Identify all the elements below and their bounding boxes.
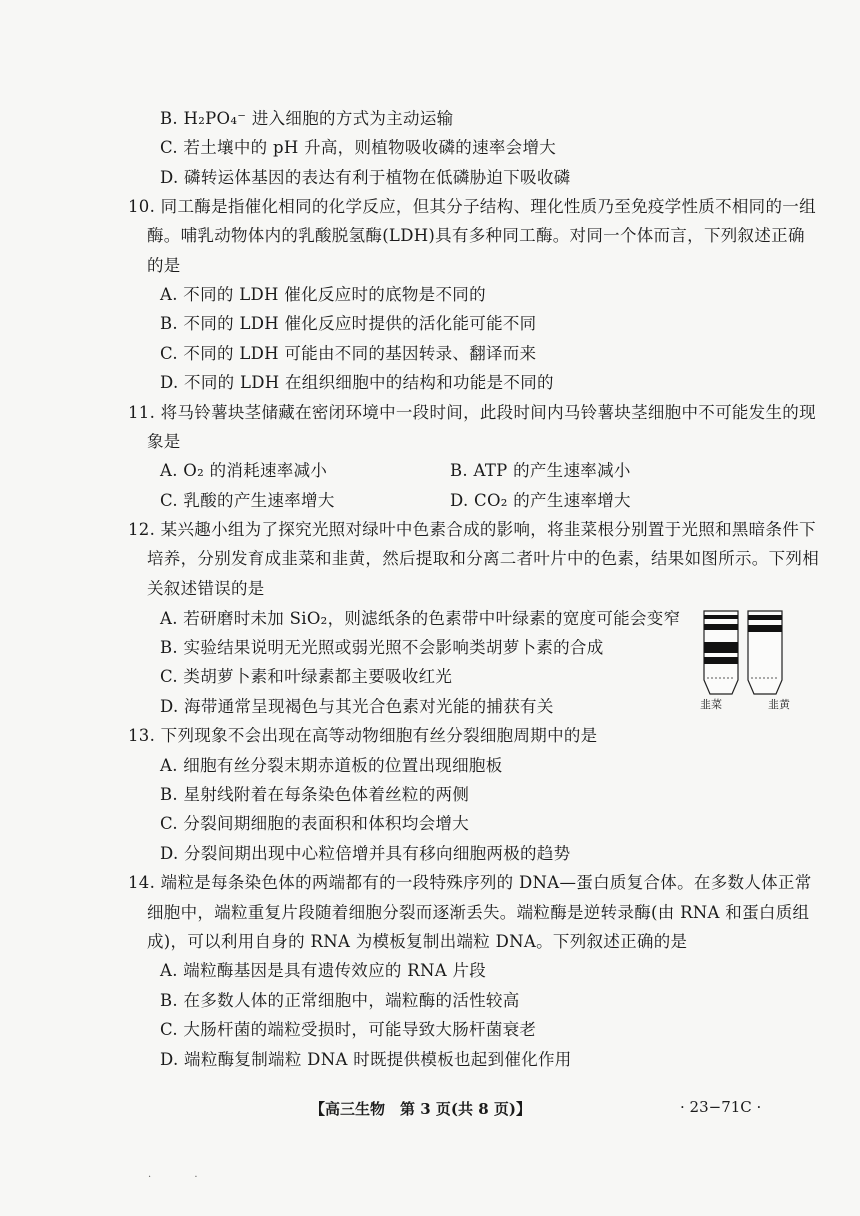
q9-option-d: D. 磷转运体基因的表达有利于植物在低磷胁迫下吸收磷 (160, 168, 571, 187)
q11-stem-line-2: 象是 (147, 432, 181, 451)
q14-stem-line-3: 成)，可以利用自身的 RNA 为模板复制出端粒 DNA。下列叙述正确的是 (147, 932, 688, 951)
q13-option-b: B. 星射线附着在每条染色体着丝粒的两侧 (160, 785, 470, 804)
band-carotene (748, 615, 782, 620)
scan-specks: · · (148, 1172, 218, 1183)
band-carotene (704, 615, 738, 619)
q14-option-b: B. 在多数人体的正常细胞中，端粒酶的活性较高 (160, 991, 520, 1010)
page-footer-title: 【高三生物 第 3 页(共 8 页)】 (310, 1100, 531, 1118)
band-xanthophyll (704, 624, 738, 630)
q14-option-c: C. 大肠杆菌的端粒受损时，可能导致大肠杆菌衰老 (160, 1020, 537, 1039)
q11-stem-line-1: 11. 将马铃薯块茎储藏在密闭环境中一段时间，此段时间内马铃薯块茎细胞中不可能发生的现 (128, 403, 816, 422)
q13-option-c: C. 分裂间期细胞的表面积和体积均会增大 (160, 814, 470, 833)
q12-option-c: C. 类胡萝卜素和叶绿素都主要吸收红光 (160, 667, 453, 686)
q14-stem-line-2: 细胞中，端粒重复片段随着细胞分裂而逐渐丢失。端粒酶是逆转录酶(由 RNA 和蛋白质组 (147, 903, 810, 922)
strip-jiuhuang (748, 611, 782, 694)
q10-option-a: A. 不同的 LDH 催化反应时的底物是不同的 (160, 285, 486, 304)
q13-option-d: D. 分裂间期出现中心粒倍增并具有移向细胞两极的趋势 (160, 844, 571, 863)
q14-option-d: D. 端粒酶复制端粒 DNA 时既提供模板也起到催化作用 (160, 1050, 572, 1069)
q10-option-d: D. 不同的 LDH 在组织细胞中的结构和功能是不同的 (160, 373, 554, 392)
q9-option-b: B. H₂PO₄⁻ 进入细胞的方式为主动运输 (160, 109, 454, 128)
q12-stem-line-3: 关叙述错误的是 (147, 579, 265, 598)
band-chlorophyll-a (704, 642, 738, 653)
q11-option-d: D. CO₂ 的产生速率增大 (450, 491, 631, 510)
q13-stem-line-1: 13. 下列现象不会出现在高等动物细胞有丝分裂细胞周期中的是 (128, 726, 598, 745)
q10-stem-line-1: 10. 同工酶是指催化相同的化学反应，但其分子结构、理化性质乃至免疫学性质不相同的一组 (128, 197, 816, 216)
paper-strips-diagram (700, 608, 790, 708)
chromatography-figure (700, 608, 790, 728)
band-chlorophyll-b (704, 657, 738, 664)
q12-option-a: A. 若研磨时未加 SiO₂，则滤纸条的色素带中叶绿素的宽度可能会变窄 (160, 609, 681, 628)
q12-option-d: D. 海带通常呈现褐色与其光合色素对光能的捕获有关 (160, 697, 554, 716)
q14-option-a: A. 端粒酶基因是具有遗传效应的 RNA 片段 (160, 961, 487, 980)
page-footer-code: · 23−71C · (680, 1098, 762, 1116)
q10-option-c: C. 不同的 LDH 可能由不同的基因转录、翻译而来 (160, 344, 537, 363)
q13-option-a: A. 细胞有丝分裂末期赤道板的位置出现细胞板 (160, 756, 503, 775)
q11-option-c: C. 乳酸的产生速率增大 (160, 491, 335, 510)
q11-option-a: A. O₂ 的消耗速率减小 (160, 461, 328, 480)
q12-stem-line-2: 培养，分别发育成韭菜和韭黄，然后提取和分离二者叶片中的色素，结果如图所示。下列相 (147, 549, 819, 568)
band-xanthophyll (748, 625, 782, 632)
q9-option-c: C. 若土壤中的 pH 升高，则植物吸收磷的速率会增大 (160, 138, 557, 157)
q10-stem-line-2: 酶。哺乳动物体内的乳酸脱氢酶(LDH)具有多种同工酶。对同一个体而言，下列叙述正确 (147, 226, 805, 245)
strip-label-jiucai: 韭菜 (700, 698, 722, 711)
q11-option-b: B. ATP 的产生速率减小 (450, 461, 631, 480)
q12-stem-line-1: 12. 某兴趣小组为了探究光照对绿叶中色素合成的影响，将韭菜根分别置于光照和黑暗条件下 (128, 520, 816, 539)
q10-option-b: B. 不同的 LDH 催化反应时提供的活化能可能不同 (160, 314, 537, 333)
q12-option-b: B. 实验结果说明无光照或弱光照不会影响类胡萝卜素的合成 (160, 638, 604, 657)
q14-stem-line-1: 14. 端粒是每条染色体的两端都有的一段特殊序列的 DNA—蛋白质复合体。在多数人体正常 (128, 873, 812, 892)
strip-label-jiuhuang: 韭黄 (768, 698, 790, 711)
strip-jiucai (704, 611, 738, 694)
q10-stem-line-3: 的是 (147, 256, 181, 275)
